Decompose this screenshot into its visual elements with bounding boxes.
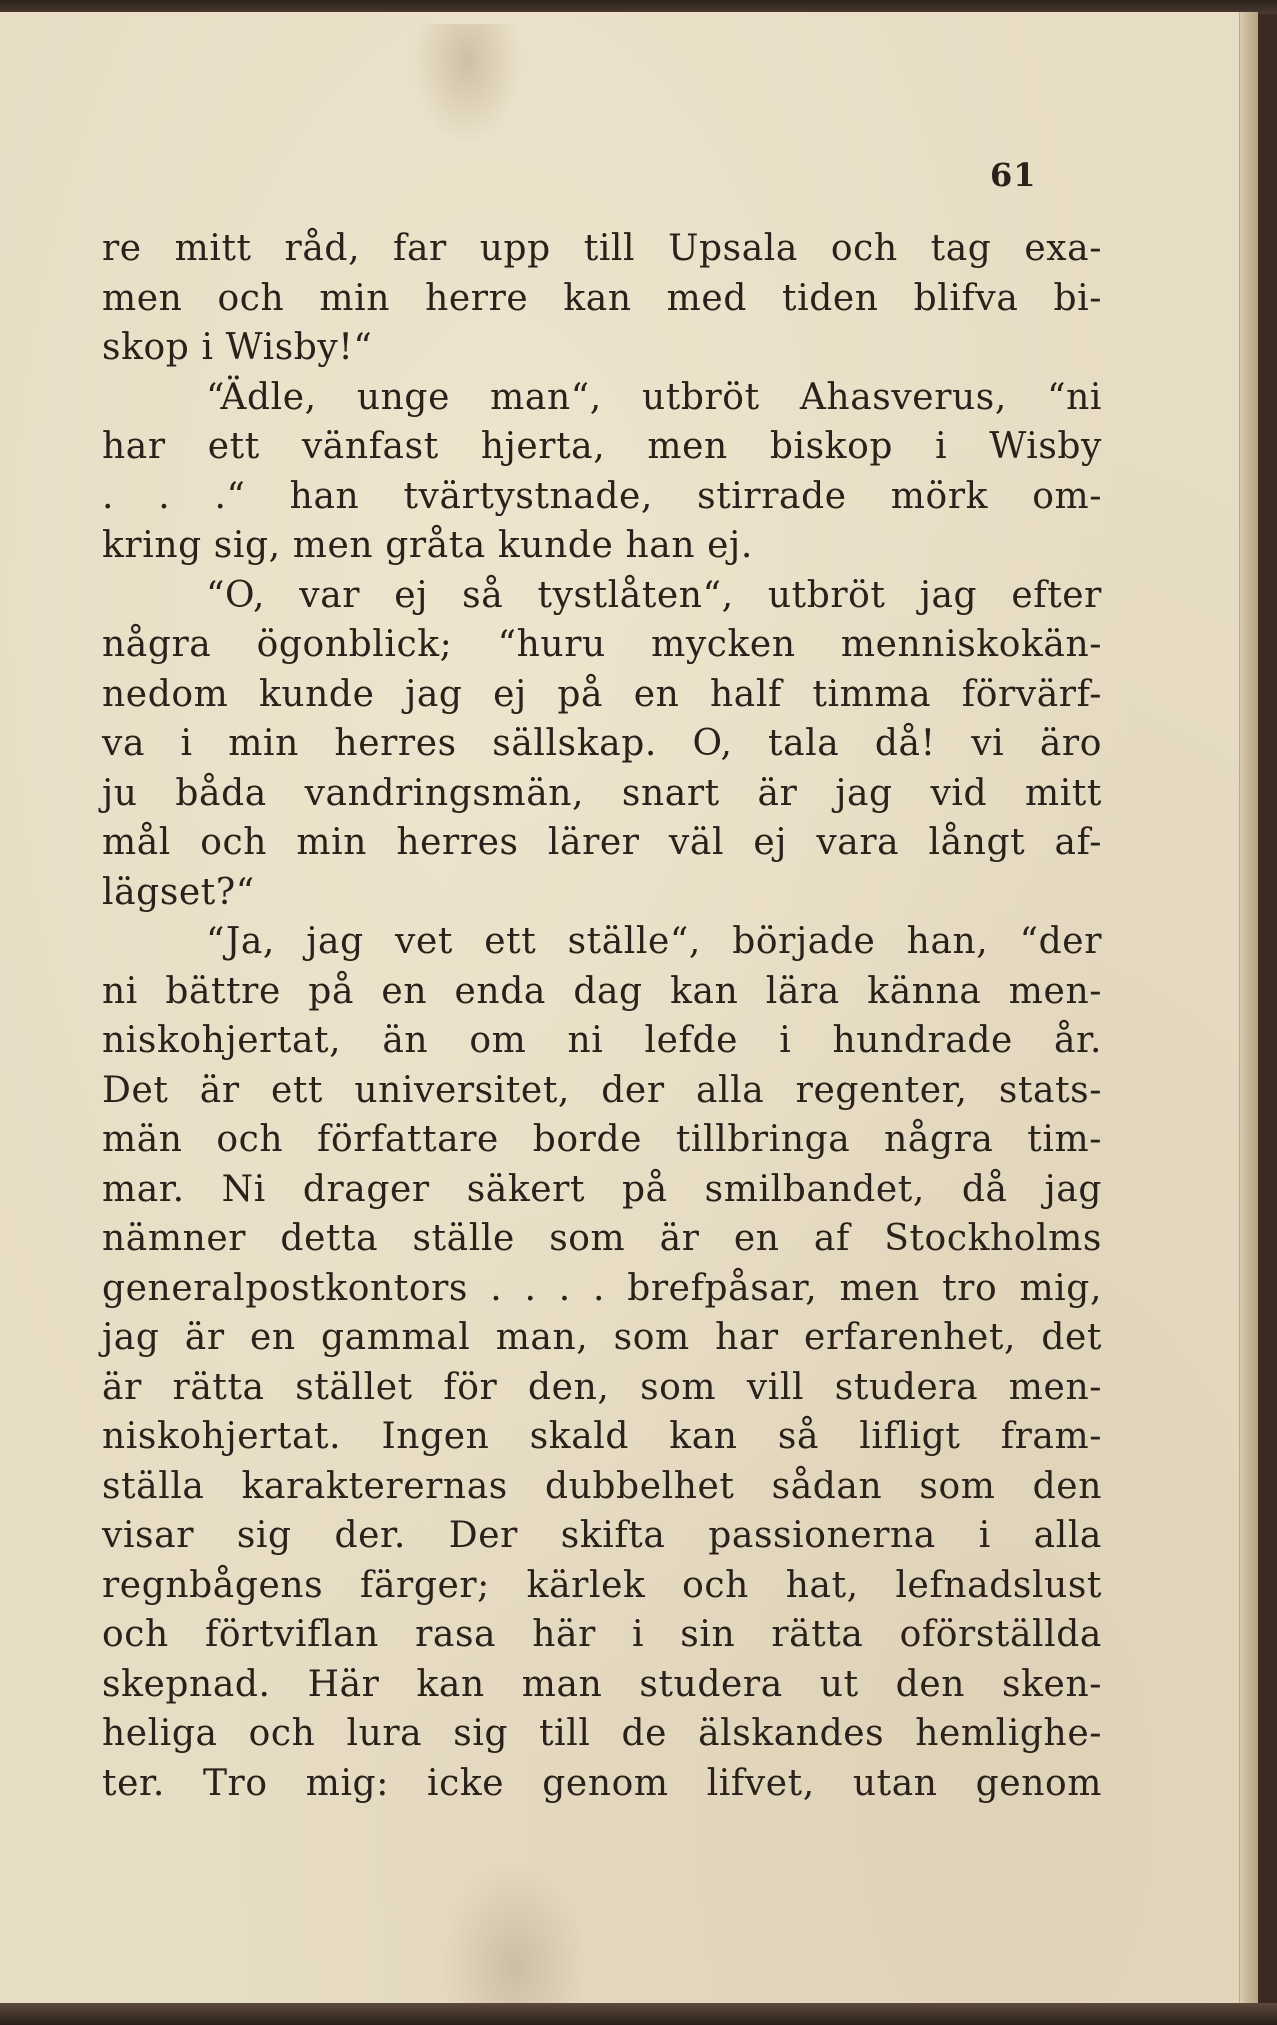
text-line: niskohjertat, än om ni lefde i hundrade år.: [102, 1020, 1102, 1061]
bottom-binding-edge: [0, 2003, 1277, 2025]
text-line: skepnad. Här kan man studera ut den sken-: [102, 1663, 1102, 1705]
text-line: kring sig, men gråta kunde han ej.: [102, 525, 753, 566]
text-line: heliga och lura sig till de älskandes hemlighe-: [102, 1713, 1102, 1754]
text-line: lägset?“: [102, 871, 255, 913]
text-line: va i min herres sällskap. O, tala då! vi äro: [102, 723, 1102, 764]
text-line: generalpostkontors . . . . brefpåsar, men tro mig,: [102, 1267, 1102, 1309]
book-page: [0, 12, 1258, 2005]
text-line: ni bättre på en enda dag kan lära känna men-: [102, 970, 1102, 1012]
text-line: visar sig der. Der skifta passionerna i alla: [102, 1515, 1102, 1556]
text-line: mar. Ni drager säkert på smilbandet, då jag: [102, 1168, 1102, 1210]
text-line: några ögonblick; “huru mycken menniskokän-: [102, 624, 1102, 665]
text-line: mål och min herres lärer väl ej vara långt af-: [102, 822, 1102, 863]
binding-stitch-top: [412, 24, 522, 144]
text-line: och förtviflan rasa här i sin rätta oförställda: [102, 1614, 1102, 1655]
text-line: män och författare borde tillbringa några tim-: [102, 1119, 1102, 1160]
text-line: ju båda vandringsmän, snart är jag vid mitt: [102, 772, 1102, 814]
text-line: “Ädle, unge man“, utbröt Ahasverus, “ni: [206, 376, 1102, 418]
text-line: ter. Tro mig: icke genom lifvet, utan genom: [102, 1762, 1102, 1804]
text-line: nämner detta ställe som är en af Stockholms: [102, 1218, 1102, 1259]
text-line: nedom kunde jag ej på en half timma förvärf-: [102, 673, 1102, 715]
text-line: skop i Wisby!“: [102, 327, 373, 368]
body-text: [102, 224, 1102, 1808]
text-line: re mitt råd, far upp till Upsala och tag exa-: [102, 228, 1102, 269]
text-line: jag är en gammal man, som har erfarenhet, det: [102, 1317, 1102, 1358]
text-line: Det är ett universitet, der alla regenter, stats-: [102, 1069, 1102, 1111]
binding-stitch-bottom: [440, 1862, 590, 2012]
page-edge: [1239, 12, 1258, 2005]
text-line: “Ja, jag vet ett ställe“, började han, “der: [206, 921, 1102, 962]
text-line: . . .“ han tvärtystnade, stirrade mörk om-: [102, 475, 1102, 517]
text-line: niskohjertat. Ingen skald kan så lifligt fram-: [102, 1416, 1102, 1457]
text-line: “O, var ej så tystlåten“, utbröt jag efter: [206, 574, 1102, 616]
text-line: men och min herre kan med tiden blifva bi-: [102, 277, 1102, 319]
page-number: 61: [990, 156, 1037, 194]
text-line: är rätta stället för den, som vill studera men-: [102, 1366, 1102, 1408]
text-line: regnbågens färger; kärlek och hat, lefnadslust: [102, 1564, 1102, 1606]
text-line: ställa karakterernas dubbelhet sådan som den: [102, 1465, 1102, 1507]
text-line: har ett vänfast hjerta, men biskop i Wisby: [102, 426, 1102, 467]
